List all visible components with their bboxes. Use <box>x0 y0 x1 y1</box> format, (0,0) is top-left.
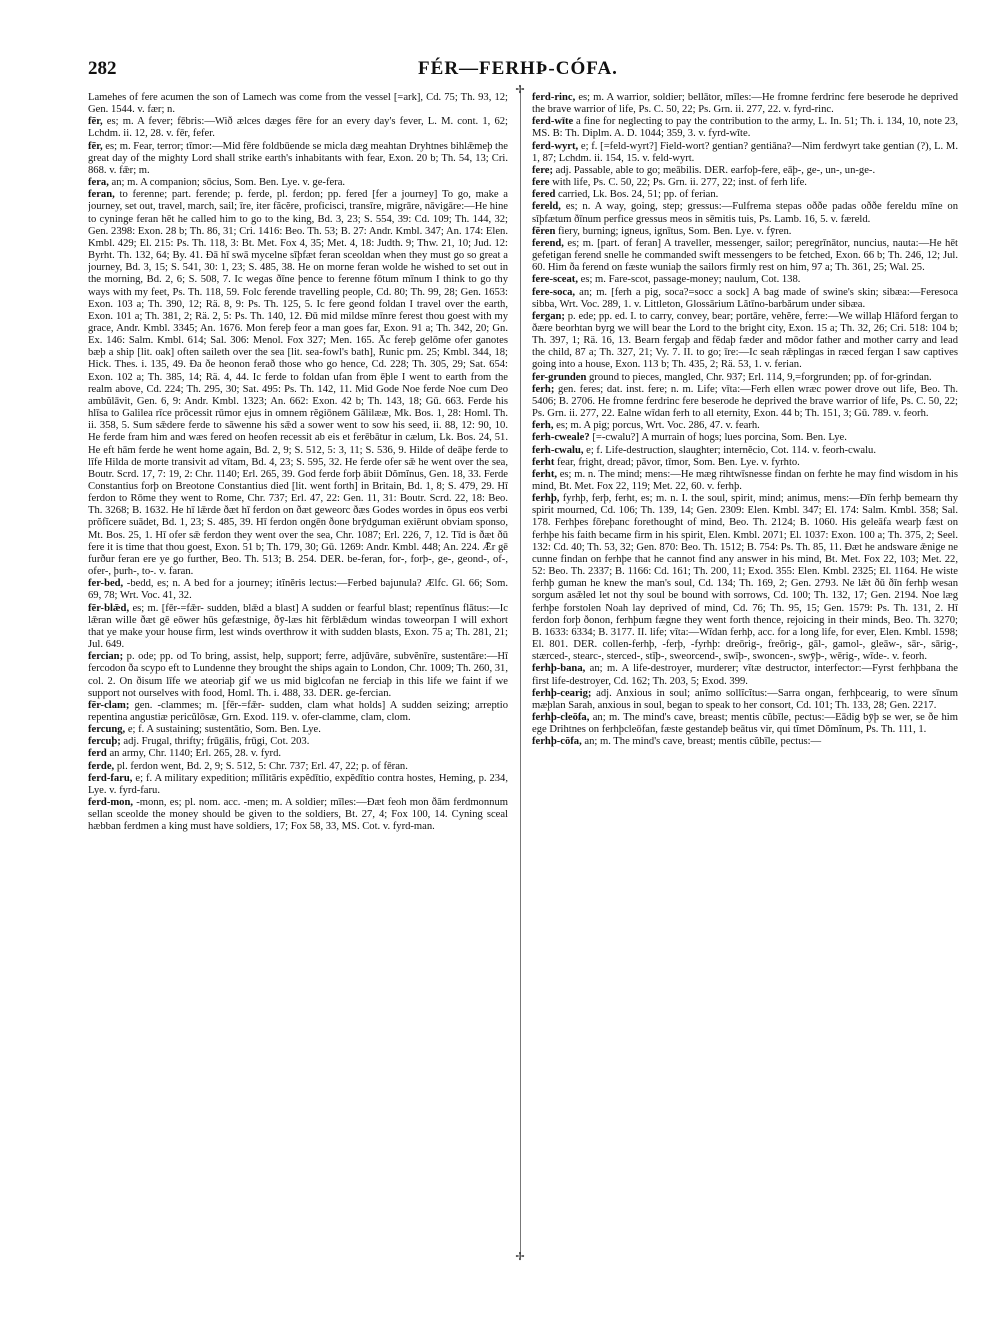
entry-text: with life, Ps. C. 50, 22; Ps. Grn. ii. 277, 22; inst. of ferh life. <box>552 177 807 189</box>
right-column <box>532 92 958 1300</box>
dictionary-entry <box>532 201 958 225</box>
entry-text: e; f. A sustaining; sustentātio, Som. Ben. Lye. <box>127 724 321 736</box>
dictionary-entry <box>532 141 958 165</box>
entry-text: ground to pieces, mangled, Chr. 937; Erl. 114, 9,=forgrunden; pp. of for-grindan. <box>589 371 932 383</box>
entry-text: carried, Lk. Bos. 24, 51; pp. of ferian. <box>558 189 719 201</box>
entry-text: es; m. [fēr-=fǣr- sudden, blǣd a blast] A sudden or fearful blast; repentīnus flātus:—Ic lǣran wille ðæt gē eōwer hūs gefæstnige, ðȳ-læs hit fērblǣdum windas toweorpan I will exhort that ye make your house firm, lest winds overthrow it with sudden blasts, Exon. 75 a; Th. 281, 21; Jul. 649. <box>88 602 508 651</box>
dictionary-entry <box>532 432 958 444</box>
entry-text: adj. Passable, able to go; meābilis. DER. earfoþ-fere, eāþ-, ge-, un-, un-ge-. <box>555 164 876 176</box>
dictionary-entry <box>532 493 958 663</box>
entry-headword: ferd-wīte <box>532 116 574 128</box>
entry-headword: ferht, <box>532 468 557 480</box>
dictionary-entry <box>88 189 508 578</box>
dictionary-entry <box>88 736 508 748</box>
entry-headword: fer-bed, <box>88 578 124 590</box>
dictionary-entry <box>88 773 508 797</box>
dictionary-entry <box>88 761 508 773</box>
entry-text: es; m. A pig; porcus, Wrt. Voc. 286, 47. v. fearh. <box>556 420 760 432</box>
entry-text: to ferenne; part. ferende; p. ferde, pl. ferdon; pp. fered [fer a journey] To go, make a journey, set out, travel, march, sail; īre, iter făcĕre, proficisci, transīre, migrāre, nāvigāre:—He hine to cyninge feran hēt he called him to go to the king, Bd. 3, 23; S. 554, 39: Cd. 109; Th. 144, 32; Gen. 2398: Exon. 28 b; Th. 86, 31; Cri. 1416: Beo. Th. 53; B. 27: Andr. Kmbl. 347; An. 174: Elen. Kmbl. 429; El. 215: Ps. Th. 118, 3: Bt. Met. Fox 4, 35; Met. 4, 18: Judth. 9; Thw. 21, 10; Jud. 12: Byrht. Th. 132, 64; By. 41. Ðā hī swā mycelne sīþfæt feran sceoldan when they must go so great a journey, Bd. 3, 15; S. 541, 30: 1, 23; S. 485, 38. He on morne feran wolde he wished to set out in the morning, Bd. 2, 6; S. 508, 7. Ic wegas ðīne þence to ferenne fōtum mīnum I think to go thy ways with my feet, Ps. Th. 118, 59. Folc ferende travelling people, Cd. 80; Th. 99, 28; Gen. 1653: Exon. 103 a; Th. 390, 12; Rä. 8, 9: Ps. Th. 125, 5. Ic fere geond foldan I travel over the earth, Exon. 101 a; Th. 381, 2; Rä. 2, 5: Ps. Th. 140, 12. Ðū mid mildse mīnre ferest thou goest with my grace, Andr. Kmbl. 3345; An. 1676. Mon fereþ feor a man goes far, Exon. 91 a; Th. 342, 20; Gn. Ex. 146: Salm. Kmbl. 614; Sal. 306: Menol. Fox 327; Men. 165. Āc fereþ gelōme ofer ganotes bæþ a ship [lit. oak] often saileth over the sea [lit. sea-fowl's bath], Runic pm. 25; Kmbl. 344, 18; Hick. Thes. i. 135, 49. Ða ðe heonon ferað those who go hence, Cd. 228; Th. 305, 29; Sat. 654: Exon. 102 a; Th. 385, 14; Rä. 4, 44. Ic ferde to foldan ufan from ēþle I went to earth from the realm above, Cd. 224; Th. 295, 30; Sat. 495: Ps. Th. 142, 11. Mid Gode Noe ferde Noe cum Deo ambŭlāvit, Gen. 6, 9: Andr. Kmbl. 1323; An. 662: Exon. 42 b; Th. 143, 18; Gū. 663. Ferde his hlīsa to Galilea rīce prōcessit rūmor ejus in omnem rĕgiōnem Gălilææ, Mk. Bos. 1, 28: Homl. Th. ii. 358, 5. Sum sǣdere ferde to sāwenne his sǣd a sower went to sow his seed, ii. 88, 12: 90, 10. He ferde fram him and wæs fered on heofen recessit ab eis et ferēbātur in cælum, Lk. Bos. 24, 51. He eft hām ferde he went home again, Bd. 2, 9; S. 512, 5: 3, 11; S. 536, 9. Hilde of deāþe ferde to līfe Hilda de morte transivit ad vītam, Bd. 4, 23; S. 595, 32. He ferde ofer sǣ he went over the sea, Boutr. Scrd. 17, 7: 19, 2: Chr. 1140; Erl. 265, 39. God ferde forþ ābiit Dŏmĭnus, Gen. 18, 33. Ferde Constantius forþ on Breotone Constantius died [lit. went forth] in Britain, Bd. 1, 8; S. 479, 29. Hī ferdon to Rōme they went to Rome, Chr. 737; Erl. 47, 22: Gen. 11, 31: Boutr. Scrd. 22, 18: Beo. Th. 3268; B. 1632. He hī lǣrde ðæt hī ferdon on ðæt geweorc ðæs Godes wordes in ŏpus eos verbi prŏfĭcere suādet, Bd. 1, 23; S. 485, 39. Hī ferdon ongēn ðone brȳdguman exiērunt obviam sponso, Mt. Bos. 25, 1. Hī ofer sǣ ferdon they went over the sea, Chr. 1087; Erl. 226, 7, 12. Tīd is ðæt ðū fere it is time that thou goest, Exon. 51 b; Th. 179, 30; Gū. 1269: Andr. Kmbl. 448; An. 224. Ǣr gē furður feran ere ye go further, Beo. Th. 513; B. 254. DER. be-feran, for-, forþ-, ge-, geond-, of-, ofer-, þurh-, to-. v. faran. <box>88 189 508 578</box>
entry-headword: ferd-rinc, <box>532 92 576 103</box>
entry-text: an; m. A companion; sōcius, Som. Ben. Lye. v. ge-fera. <box>111 177 346 189</box>
dictionary-entry <box>532 445 958 457</box>
dictionary-entry <box>532 226 958 238</box>
dictionary-entry <box>88 177 508 189</box>
entry-headword: fercung, <box>88 724 126 736</box>
entry-text: pl. ferdon went, Bd. 2, 9; S. 512, 5: Chr. 737; Erl. 47, 22; p. of fēran. <box>116 760 408 772</box>
dictionary-entry <box>88 578 508 602</box>
dictionary-entry <box>88 92 508 116</box>
page-title: FÉR—FERHÞ-CÓFA. <box>418 58 618 79</box>
dictionary-entry <box>532 92 958 116</box>
dictionary-entry <box>88 651 508 700</box>
entry-text: es; m. n. The mind; mens:—He mæg rihtwīsnesse findan on ferhte he may find wisdom in his mind, Bt. Met. Fox 22, 119; Met. 22, 60. v. ferhþ. <box>532 468 958 492</box>
dictionary-entry <box>532 238 958 274</box>
entry-headword: ferhþ-cōfa, <box>532 736 582 748</box>
entry-text: Lamehes of fere acumen the son of Lamech was come from the vessel [=ark], Cd. 75; Th. 93, 12; Gen. 1544. v. fær; n. <box>88 92 508 116</box>
dictionary-entry <box>532 688 958 712</box>
dictionary-entry <box>532 712 958 736</box>
dictionary-entry <box>532 469 958 493</box>
entry-text: gen. feres; dat. inst. fere; n. m. Life; vīta:—Ferh ellen wræc power drove out life, Beo. Th. 5406; B. 2706. He fromne ferdrinc fere beserode he deprived the brave warrior of life, Ps. C. 50, 22; Ps. Grn. ii. 277, 22. Ealne wīdan ferh to all eternity, Exon. 44 b; Th. 151, 3; Gū. 789. v. feorh. <box>532 383 958 420</box>
entry-headword: feran, <box>88 189 115 201</box>
dictionary-entry <box>88 116 508 140</box>
dictionary-entry <box>532 177 958 189</box>
entry-text: an; m. [ferh a pig, soca?=socc a sock] A bag made of swine's skin; sibæa:—Feresoca sibba, Wrt. Voc. 289, 1. v. Littleton, Glossārium Lătīno-barbărum under sibæa. <box>532 286 958 310</box>
entry-text: fear, fright, dread; pāvor, tīmor, Som. Ben. Lye. v. fyrhto. <box>557 456 800 468</box>
entry-headword: fēr-clam; <box>88 699 130 711</box>
entry-text: an army, Chr. 1140; Erl. 265, 28. v. fyrd. <box>109 748 282 760</box>
dictionary-entry <box>532 189 958 201</box>
entry-text: e; f. Life-destruction, slaughter; internĕcio, Cot. 114. v. feorh-cwalu. <box>586 444 876 456</box>
left-column <box>88 92 508 1300</box>
entry-headword: ferhþ-cleōfa, <box>532 711 590 723</box>
dictionary-entry <box>532 287 958 311</box>
entry-text: p. ode; pp. od To bring, assist, help, support; ferre, adjŭvāre, subvĕnīre, sustentāre:—Hī fercodon ða scypo eft to Lundenne they brought the ships again to London, Chr. 1009; Th. 260, 31, col. 2. On ðisum līfe we ateoriaþ gif we us mid biglcofan ne ferciaþ in this life we faint if we support not ourselves with food, Homl. Th. i. 488, 33. DER. ge-fercian. <box>88 651 508 699</box>
entry-text: an; m. The mind's cave, breast; mentis cŭbīle, pectus:— <box>584 736 822 748</box>
entry-text: es; m. A warrior, soldier; bellātor, mīles:—He fromne ferdrinc fere beserode he deprived the brave warrior of life, Ps. C. 50, 22; Ps. Grn. ii. 277, 22. v. fyrd-rinc. <box>532 92 958 116</box>
dictionary-entry <box>532 274 958 286</box>
entry-headword: fēr-blǣd, <box>88 602 130 614</box>
entry-text: -bedd, es; n. A bed for a journey; itĭnĕris lectus:—Ferbed bajunula? Ælfc. Gl. 66; Som. 69, 78; Wrt. Voc. 41, 32. <box>88 578 508 602</box>
dictionary-entry <box>532 420 958 432</box>
entry-headword: fere <box>532 177 550 189</box>
entry-text: a fine for neglecting to pay the contribution to the army, L. In. 51; Th. i. 134, 10, note 23, MS. B: Th. Diplm. A. D. 1044; 359, 3. v. fyrd-wīte. <box>532 116 958 140</box>
entry-headword: ferhþ, <box>532 493 560 505</box>
entry-text: e; f. [=feld-wyrt?] Field-wort? gentian? gentiāna?—Nim ferdwyrt take gentian (?), L. M. 1, 87; Lchdm. ii. 154, 15. v. feld-wyrt. <box>532 140 958 164</box>
entry-text: adj. Frugal, thrifty; frūgālis, frūgi, Cot. 203. <box>123 736 310 748</box>
entry-headword: ferd-wyrt, <box>532 140 579 152</box>
entry-headword: ferh-cwealе? <box>532 432 590 444</box>
entry-text: gen. -clammes; m. [fēr-=fǣr- sudden, clam what holds] A sudden seizing; arreptio repentina angustiæ pericŭlōsæ, Grn. Exod. 119. v. ofer-clamme, clam, clom. <box>88 699 508 723</box>
entry-text: fiery, burning; igneus, ignītus, Som. Ben. Lye. v. fȳren. <box>558 225 792 237</box>
entry-headword: ferhþ-cearig; <box>532 687 592 699</box>
dictionary-entry <box>88 724 508 736</box>
dictionary-entry <box>88 700 508 724</box>
entry-text: p. ede; pp. ed. I. to carry, convey, bear; portāre, vehĕre, ferre:—We willaþ Hlāford fergan to ðære beorhtan byrg we will bear the Lord to the bright city, Exon. 15 a; Th. 32, 26; Cri. 518: 104 b; Th. 397, 1; Rä. 16, 13. Bearn fergaþ and fēdaþ fæder and mōdor father and mother carry and lead the child, 87 a; Th. 327, 21; Vy. 7. II. to go; īre:—Ic seah rǣplingas in ræced fergan I saw captives going into a house, Exon. 113 b; Th. 435, 2; Rä. 53, 1. v. ferian. <box>532 310 958 371</box>
dictionary-entry <box>532 116 958 140</box>
dictionary-entry <box>532 384 958 420</box>
dictionary-entry <box>532 165 958 177</box>
dictionary-entry <box>88 603 508 652</box>
entry-headword: ferh, <box>532 420 554 432</box>
entry-headword: fēr, <box>88 140 103 152</box>
entry-text: e; f. A military expedition; mīlitāris expĕdītio, expĕdītio contra hostes, Heming, p. 234, Lye. v. fyrd-faru. <box>88 772 508 796</box>
dictionary-entry <box>532 736 958 748</box>
entry-headword: fēren <box>532 225 556 237</box>
entry-headword: ferd <box>88 748 107 760</box>
entry-headword: ferht <box>532 456 555 468</box>
entry-headword: fered <box>532 189 556 201</box>
dictionary-entry <box>532 457 958 469</box>
entry-text: es; m. Fare-scot, passage-money; naulum, Cot. 138. <box>580 274 801 286</box>
dictionary-entry <box>88 748 508 760</box>
entry-headword: fer-grunden <box>532 371 587 383</box>
entry-text: fyrhþ, ferþ, ferht, es; m. n. I. the soul, spirit, mind; animus, mens:—Ðīn ferhþ bemearn thy spirit mourned, Cd. 106; Th. 139, 14; Gen. 2309: Elen. Kmbl. 347; El. 174: Salm. Kmbl. 358; Sal. 178. Ferhþes fōreþanc forethought of mind, Beo. Th. 2124; B. 1060. His geleāfa wearþ fæst on ferhþe his faith became firm in his spirit, Elen. Kmbl. 2071; El. 1037: Exon. 100 a; Th. 375, 2; Seel. 132: Cd. 40; Th. 53, 32; Gen. 870: Beo. Th. 1512; B. 754: Ps. Th. 85, 11. Ðæt he andsware ǣnige ne cunne findan on ferhþe that he cannot find any answer in his mind, Bt. Met. Fox 22, 103; Met. 22, 52: Beo. Th. 2337; B. 1166: Cd. 161; Th. 200, 11; Exod. 355: Elen. Kmbl. 2325; El. 1164. He wiste ferhþ guman he knew the man's soul, Cd. 134; Th. 169, 2; Gen. 2793. Ne lǣt ðū ðīn ferhþ wesan sorgum asǣled let not thy soul be bound with sorrows, Cd. 100; Th. 132, 17; Gen. 2194. Noe læg ferhþe forstolen Noah lay deprived of mind, Cd. 76; Th. 95, 15; Gen. 1579: Ps. Th. 131, 2. Hī ferdon forþ ðonon, ferhþum fægne they went forth thence, rejoicing in their minds, Beo. Th. 3270; B. 1633: 6334; B. 3177. II. life; vīta:—Wīdan ferhþ, acc. for a long life, for ever, Elen. Kmbl. 1598; El. 801. DER. collen-ferhþ, -ferþ, -fyrhþ: dreōrig-, freōrig-, gāl-, gamol-, gleāw-, sār-, sārig-, stærced-, stearc-, sterced-, stīþ-, sweorcend-, swīþ-, swoncen-, swȳþ-, wērig-, wīde-. v. feorh. <box>532 493 958 663</box>
ornament-bottom-icon: ✢ <box>515 1251 525 1263</box>
entry-text: [=-cwalu?] A murrain of hogs; lues porcina, Som. Ben. Lye. <box>592 432 847 444</box>
entry-text: es; m. A fever; fēbris:—Wið ælces dæges fēre for an every day's fever, L. M. cont. 1, 62; Lchdm. ii. 12, 28. v. fēr, fefer. <box>88 116 508 140</box>
entry-headword: ferend, <box>532 237 564 249</box>
page-number: 282 <box>88 58 117 79</box>
entry-headword: fere-sceat, <box>532 274 578 286</box>
entry-headword: fēr, <box>88 116 103 128</box>
entry-headword: ferde, <box>88 760 115 772</box>
entry-headword: ferh; <box>532 383 555 395</box>
entry-headword: fere; <box>532 164 553 176</box>
entry-headword: fera, <box>88 177 109 189</box>
entry-text: es; m. Fear, terror; tīmor:—Mid fēre foldbūende se micla dæg meahtan Dryhtnes bihlǣmeþ the great day of the mighty Lord shall strike earth's inhabitants with fear, Exon. 20 b; Th. 54, 13; Cri. 868. v. fǣr; m. <box>88 140 508 176</box>
entry-headword: ferd-mon, <box>88 797 134 809</box>
entry-text: an; m. A life-destroyer, murderer; vītæ destructor, interfector:—Fyrst ferhþbana the first life-destroyer, Cd. 162; Th. 203, 5; Exod. 399. <box>532 663 958 687</box>
entry-headword: fercuþ; <box>88 736 121 748</box>
entry-headword: ferh-cwalu, <box>532 444 584 456</box>
dictionary-entry <box>532 663 958 687</box>
ornament-top-icon: ✢ <box>515 84 525 96</box>
entry-headword: ferd-faru, <box>88 772 133 784</box>
entry-text: es; n. A way, going, step; gressus:—Fulfrema stepas oððe padas oððe fereldu mīne on sīþfætum ðīnum perfice gressus meos in sēmitis tuis, Ps. Lamb. 16, 5. v. færeld. <box>532 201 958 225</box>
entry-headword: fercian; <box>88 651 124 663</box>
dictionary-entry <box>88 141 508 177</box>
dictionary-entry <box>88 797 508 833</box>
entry-headword: fergan; <box>532 310 565 322</box>
dictionary-entry <box>532 311 958 372</box>
entry-text: an; m. The mind's cave, breast; mentis cŭbīle, pectus:—Eādig bȳþ se wer, se ðe him ege Drihtnes on ferhþcleōfan, fæste gestandeþ beātus vir, qui tĭmet Dŏmĭnum, Ps. Th. 111, 1. <box>532 711 958 736</box>
entry-text: -monn, es; pl. nom. acc. -men; m. A soldier; mīles:—Ðæt feoh mon ðām ferdmonnum sellan sceolde the money should be given to the soldiers, Bt. 27, 4; Fox 100, 14. Cyning sceal hæbban ferdmen a king must have soldiers, 17; Fox 58, 33, MS. Cot. v. fyrd-man. <box>88 797 508 833</box>
entry-text: adj. Anxious in soul; anĭmo sollĭcĭtus:—Sarra ongan, ferhþcearig, to were sīnum mæþlan Sarah, anxious in soul, began to speak to her consort, Cd. 101; Th. 133, 28; Gen. 2217. <box>532 687 958 711</box>
dictionary-entry <box>532 372 958 384</box>
entry-headword: ferhþ-bana, <box>532 663 586 675</box>
entry-headword: fereld, <box>532 201 561 213</box>
column-divider <box>520 86 521 1258</box>
entry-headword: fere-socа, <box>532 286 576 298</box>
entry-text: es; m. [part. of feran] A traveller, messenger, sailor; peregrīnātor, nuncius, nauta:—He hēt gefetigan ferend snelle he commanded swift messengers to be fetched, Exon. 66 b; Th. 246, 12; Jul. 60. Him ða ferend on fæste wuniaþ the sailors firmly rest on him, 97 a; Th. 361, 25; Wal. 25. <box>532 237 958 274</box>
